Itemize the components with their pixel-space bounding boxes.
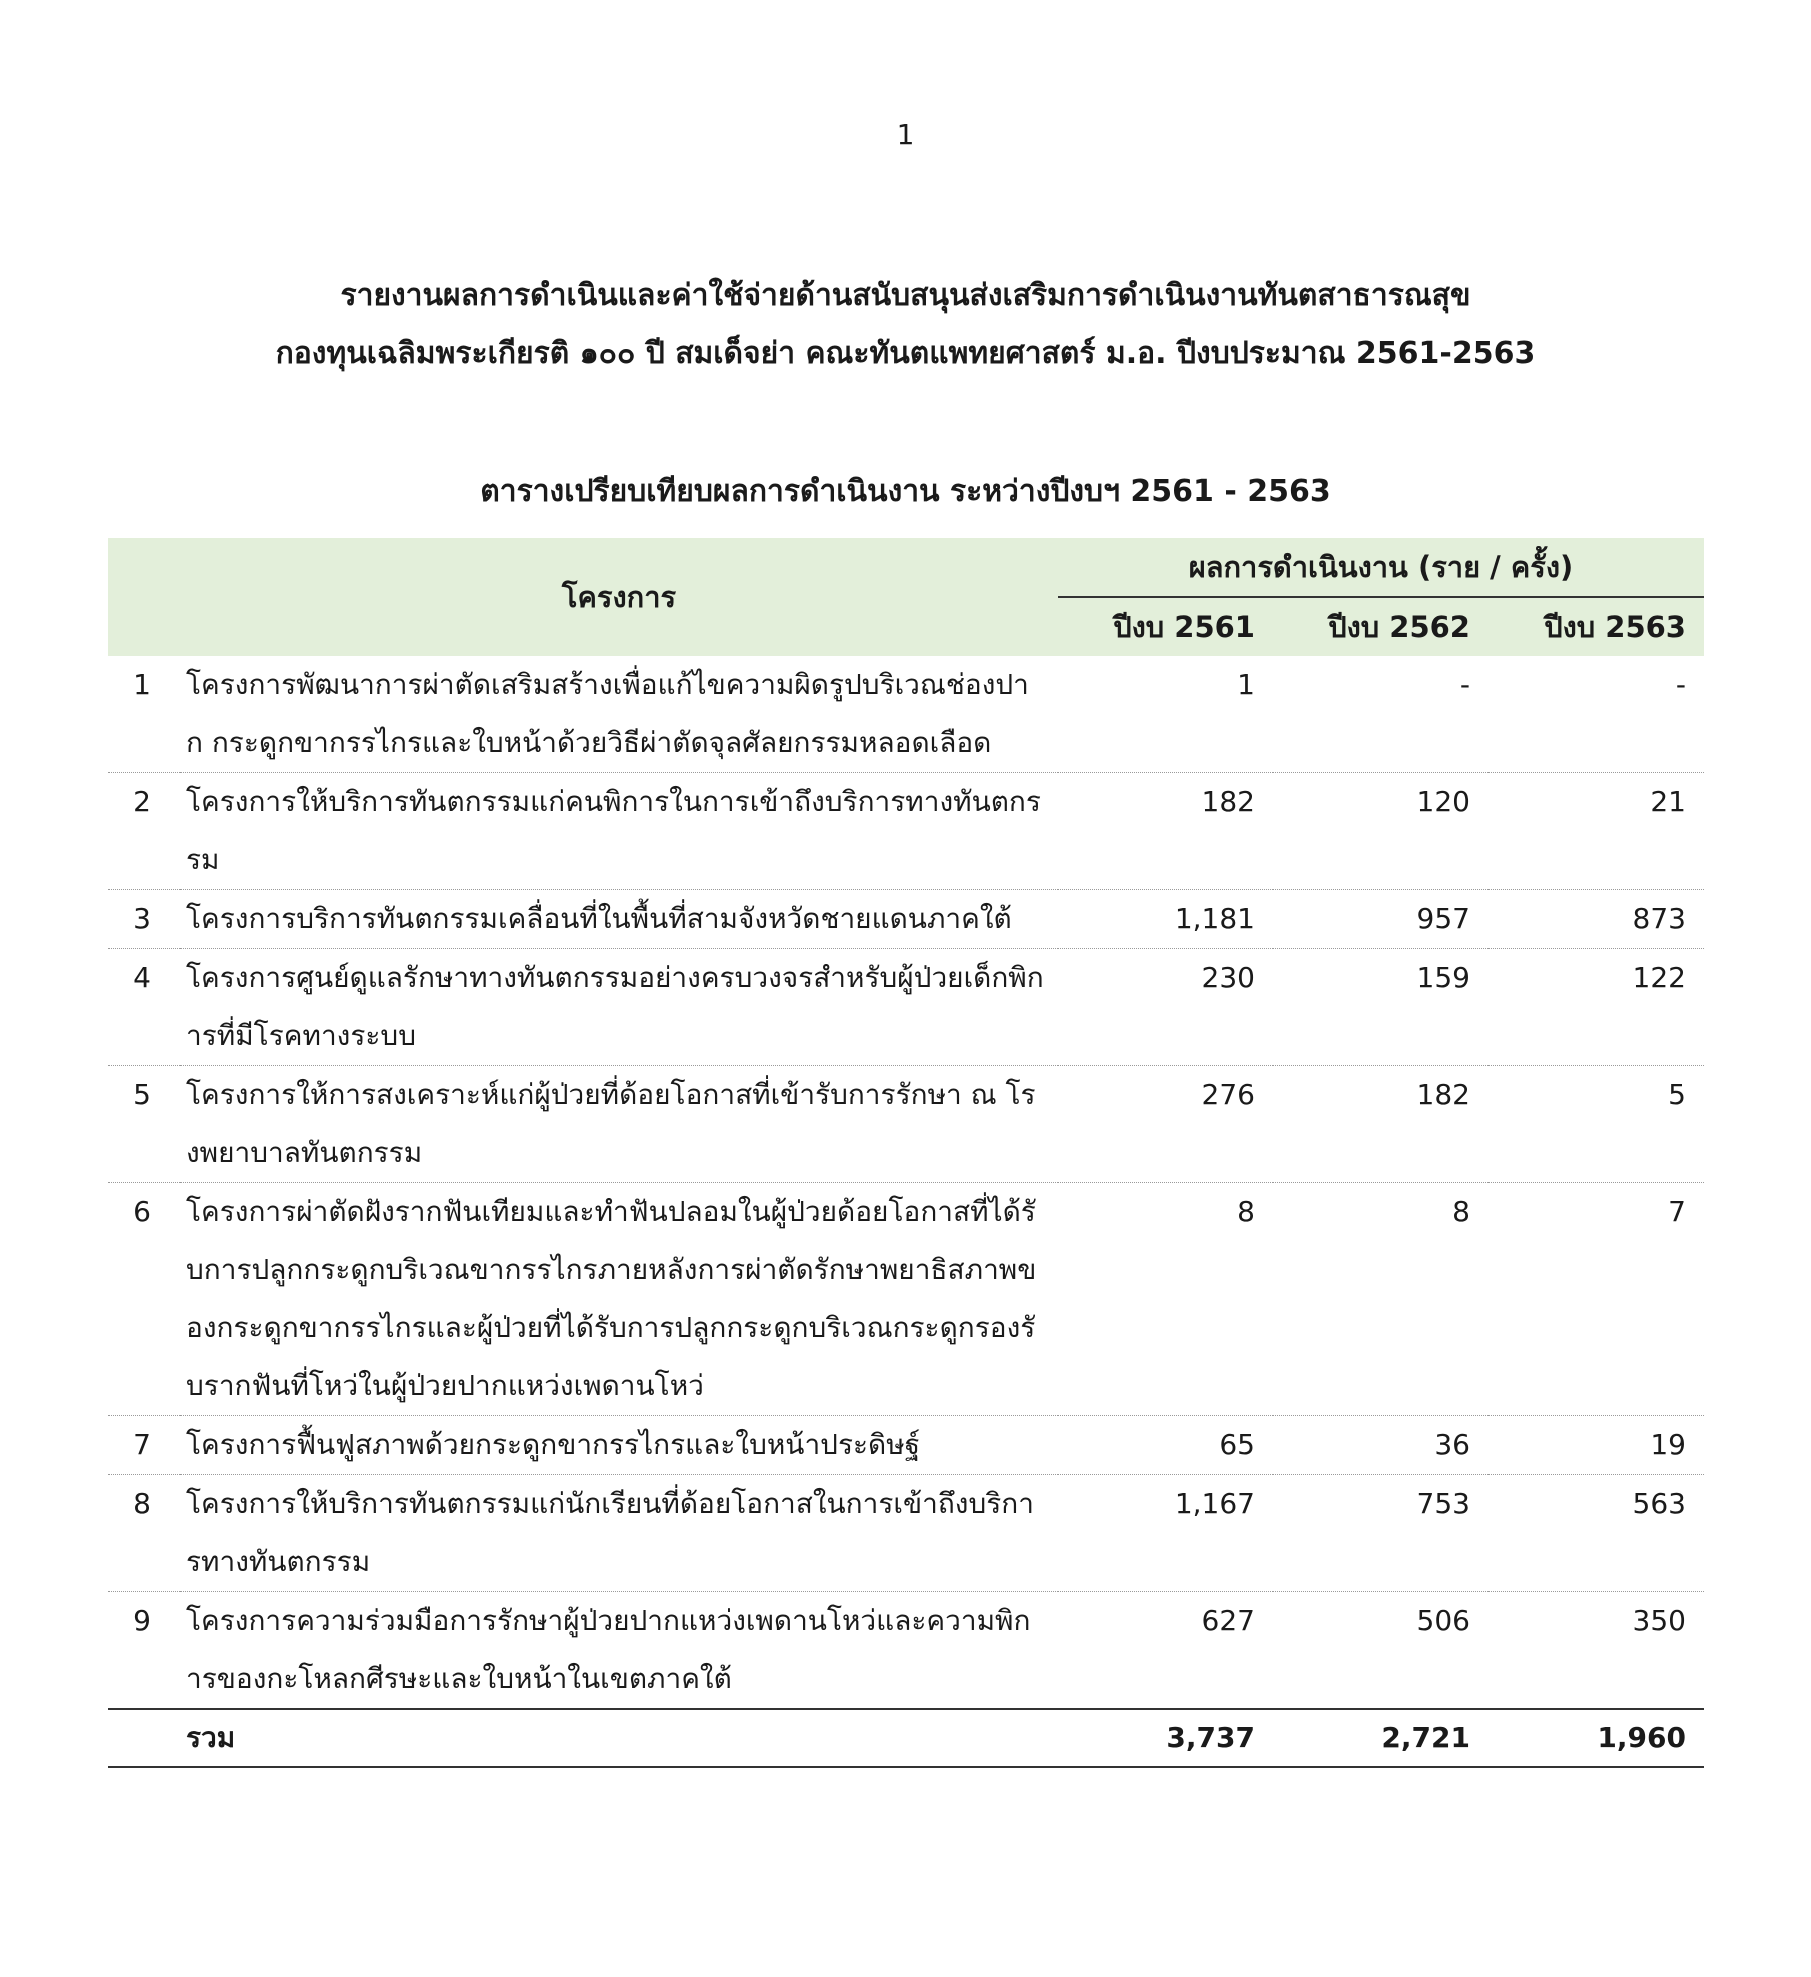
report-title-line-1: รายงานผลการดำเนินและค่าใช้จ่ายด้านสนับสนุนส่งเสริมการดำเนินงานทันตสาธารณสุข — [340, 278, 1471, 313]
project-name: โครงการพัฒนาการผ่าตัดเสริมสร้างเพื่อแก้ไขความผิดรูปบริเวณช่องปาก กระดูกขากรรไกรและใบหน้าด้วยวิธีผ่าตัดจุลศัลยกรรมหลอดเลือด — [180, 656, 1058, 773]
value-2562: 506 — [1273, 1592, 1488, 1710]
header-year-2562: ปีงบ 2562 — [1273, 597, 1488, 656]
total-row — [108, 1709, 1704, 1767]
table-row — [108, 1592, 1704, 1710]
row-number: 5 — [108, 1066, 180, 1183]
value-2563: 19 — [1488, 1416, 1704, 1475]
value-2561: 1 — [1058, 656, 1273, 773]
table-row — [108, 949, 1704, 1066]
value-2562: 8 — [1273, 1183, 1488, 1416]
value-2562: - — [1273, 656, 1488, 773]
value-2563: 7 — [1488, 1183, 1704, 1416]
row-number: 2 — [108, 773, 180, 890]
value-2562: 120 — [1273, 773, 1488, 890]
total-label: รวม — [180, 1709, 1058, 1767]
table-row — [108, 656, 1704, 773]
value-2561: 230 — [1058, 949, 1273, 1066]
value-2563: 5 — [1488, 1066, 1704, 1183]
value-2562: 36 — [1273, 1416, 1488, 1475]
value-2561: 276 — [1058, 1066, 1273, 1183]
table-row — [108, 773, 1704, 890]
row-number: 9 — [108, 1592, 180, 1710]
page-number: 1 — [896, 118, 915, 151]
value-2561: 8 — [1058, 1183, 1273, 1416]
value-2563: 350 — [1488, 1592, 1704, 1710]
table-row — [108, 1475, 1704, 1592]
table-row — [108, 1183, 1704, 1416]
project-name: โครงการให้การสงเคราะห์แก่ผู้ป่วยที่ด้อยโอกาสที่เข้ารับการรักษา ณ โรงพยาบาลทันตกรรม — [180, 1066, 1058, 1183]
row-number: 3 — [108, 890, 180, 949]
project-name: โครงการให้บริการทันตกรรมแก่คนพิการในการเข้าถึงบริการทางทันตกรรม — [180, 773, 1058, 890]
value-2562: 753 — [1273, 1475, 1488, 1592]
value-2561: 627 — [1058, 1592, 1273, 1710]
value-2563: - — [1488, 656, 1704, 773]
value-2563: 563 — [1488, 1475, 1704, 1592]
table-row — [108, 1066, 1704, 1183]
row-number: 1 — [108, 656, 180, 773]
project-name: โครงการผ่าตัดฝังรากฟันเทียมและทำฟันปลอมในผู้ป่วยด้อยโอกาสที่ได้รับการปลูกกระดูกบริเวณขากรรไกรภายหลังการผ่าตัดรักษาพยาธิสภาพของกระดูกขากรรไกรและผู้ป่วยที่ได้รับการปลูกกระดูกบริเวณกระดูกรองรับรากฟันที่โหว่ในผู้ป่วยปากแหว่งเพดานโหว่ — [180, 1183, 1058, 1416]
value-2563: 873 — [1488, 890, 1704, 949]
header-project: โครงการ — [180, 538, 1058, 656]
table-body — [108, 656, 1704, 1767]
value-2563: 21 — [1488, 773, 1704, 890]
table-title: ตารางเปรียบเทียบผลการดำเนินงาน ระหว่างปีงบฯ 2561 - 2563 — [480, 474, 1331, 509]
table-header — [108, 538, 1704, 656]
table-row — [108, 1416, 1704, 1475]
total-number-cell — [108, 1709, 180, 1767]
comparison-table — [108, 538, 1704, 1768]
project-name: โครงการความร่วมมือการรักษาผู้ป่วยปากแหว่งเพดานโหว่และความพิการของกะโหลกศีรษะและใบหน้าในเขตภาคใต้ — [180, 1592, 1058, 1710]
value-2562: 957 — [1273, 890, 1488, 949]
row-number: 8 — [108, 1475, 180, 1592]
row-number: 7 — [108, 1416, 180, 1475]
project-name: โครงการให้บริการทันตกรรมแก่นักเรียนที่ด้อยโอกาสในการเข้าถึงบริการทางทันตกรรม — [180, 1475, 1058, 1592]
value-2563: 122 — [1488, 949, 1704, 1066]
header-number — [108, 538, 180, 656]
value-2561: 65 — [1058, 1416, 1273, 1475]
project-name: โครงการฟื้นฟูสภาพด้วยกระดูกขากรรไกรและใบหน้าประดิษฐ์ — [180, 1416, 1058, 1475]
value-2561: 1,167 — [1058, 1475, 1273, 1592]
header-year-2563: ปีงบ 2563 — [1488, 597, 1704, 656]
row-number: 4 — [108, 949, 180, 1066]
row-number: 6 — [108, 1183, 180, 1416]
total-2561: 3,737 — [1058, 1709, 1273, 1767]
project-name: โครงการศูนย์ดูแลรักษาทางทันตกรรมอย่างครบวงจรสำหรับผู้ป่วยเด็กพิการที่มีโรคทางระบบ — [180, 949, 1058, 1066]
value-2561: 182 — [1058, 773, 1273, 890]
value-2562: 182 — [1273, 1066, 1488, 1183]
header-year-2561: ปีงบ 2561 — [1058, 597, 1273, 656]
value-2561: 1,181 — [1058, 890, 1273, 949]
report-title-line-2: กองทุนเฉลิมพระเกียรติ ๑๐๐ ปี สมเด็จย่า คณะทันตแพทยศาสตร์ ม.อ. ปีงบประมาณ 2561-2563 — [275, 336, 1536, 371]
project-name: โครงการบริการทันตกรรมเคลื่อนที่ในพื้นที่สามจังหวัดชายแดนภาคใต้ — [180, 890, 1058, 949]
table-row — [108, 890, 1704, 949]
header-results-group: ผลการดำเนินงาน (ราย / ครั้ง) — [1058, 538, 1704, 597]
total-2562: 2,721 — [1273, 1709, 1488, 1767]
total-2563: 1,960 — [1488, 1709, 1704, 1767]
value-2562: 159 — [1273, 949, 1488, 1066]
